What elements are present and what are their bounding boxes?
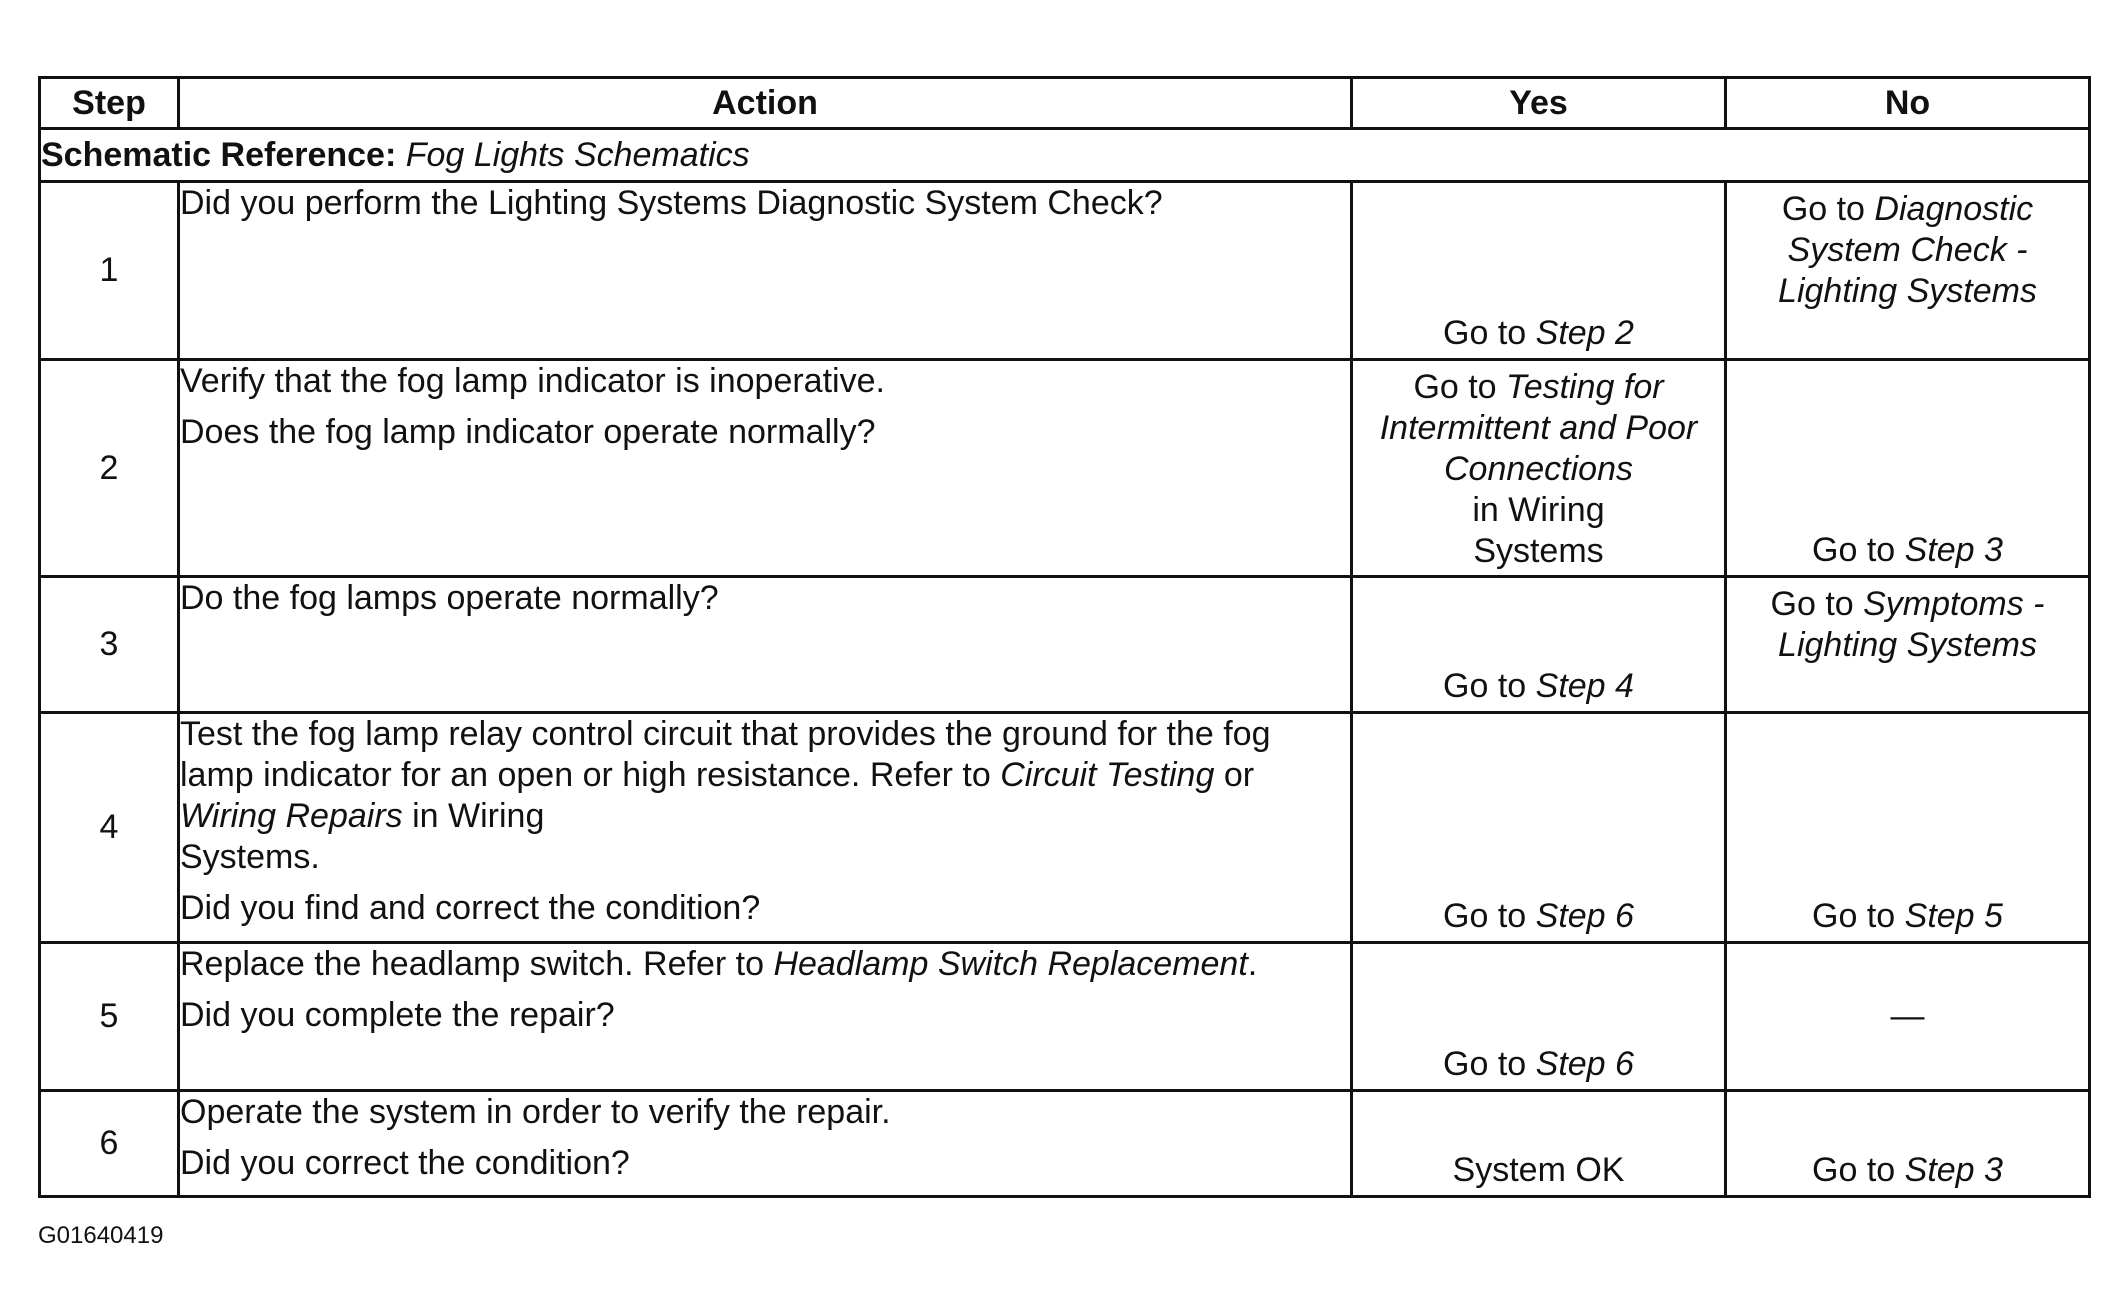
header-yes: Yes	[1352, 78, 1726, 129]
yes-link[interactable]: Testing for	[1506, 368, 1664, 406]
yes-link[interactable]: Step 4	[1535, 667, 1634, 705]
action-link[interactable]: Headlamp Switch Replacement	[773, 945, 1248, 983]
diagnostic-table	[38, 76, 2091, 1198]
action-text	[180, 944, 1350, 985]
header-step: Step	[40, 78, 179, 129]
no-link[interactable]: Diagnostic	[1874, 190, 2034, 228]
yes-suffix: Systems	[1473, 532, 1604, 570]
no-link[interactable]: System Check -	[1787, 231, 2028, 269]
yes-cell	[1352, 1091, 1726, 1197]
no-cell	[1726, 360, 2090, 577]
action-text: Verify that the fog lamp indicator is inoperative.	[180, 362, 885, 400]
yes-prefix: Go to	[1443, 897, 1536, 935]
action-text-part: Systems.	[180, 838, 320, 876]
action-link[interactable]: Circuit Testing	[1000, 756, 1215, 794]
yes-prefix: Go to	[1443, 1045, 1536, 1083]
no-link[interactable]: Lighting Systems	[1778, 626, 2037, 664]
table-row	[40, 713, 2090, 943]
yes-link[interactable]: Step 6	[1535, 897, 1634, 935]
no-link[interactable]: Step 5	[1904, 897, 2003, 935]
no-link[interactable]: Lighting Systems	[1778, 272, 2037, 310]
no-dash: —	[1890, 997, 1925, 1035]
action-text: Did you perform the Lighting Systems Diagnostic System Check?	[180, 184, 1163, 222]
action-text-part: in Wiring	[402, 797, 545, 835]
schematic-reference-row	[40, 129, 2090, 182]
yes-cell	[1352, 182, 1726, 360]
step-number: 5	[40, 943, 179, 1091]
no-cell	[1726, 182, 2090, 360]
no-cell	[1726, 1091, 2090, 1197]
no-prefix: Go to	[1812, 1151, 1905, 1189]
action-cell	[179, 360, 1352, 577]
header-action: Action	[179, 78, 1352, 129]
table-header-row	[40, 78, 2090, 129]
table-row	[40, 360, 2090, 577]
table-row	[40, 577, 2090, 713]
table-row	[40, 182, 2090, 360]
figure-id: G01640419	[38, 1222, 164, 1249]
no-cell	[1726, 713, 2090, 943]
action-text: Do the fog lamps operate normally?	[180, 579, 719, 617]
action-cell	[179, 182, 1352, 360]
action-text-part: Replace the headlamp switch. Refer to	[180, 945, 774, 983]
yes-text: System OK	[1452, 1151, 1625, 1189]
action-cell	[179, 943, 1352, 1091]
no-cell	[1726, 943, 2090, 1091]
yes-cell	[1352, 713, 1726, 943]
step-number: 1	[40, 182, 179, 360]
action-text	[180, 714, 1350, 878]
yes-suffix: in Wiring	[1472, 491, 1605, 529]
action-question: Did you complete the repair?	[180, 996, 615, 1034]
no-link[interactable]: Symptoms -	[1863, 585, 2045, 623]
yes-cell	[1352, 360, 1726, 577]
no-prefix: Go to	[1781, 190, 1875, 228]
yes-cell	[1352, 943, 1726, 1091]
table-row	[40, 943, 2090, 1091]
schematic-label: Schematic Reference:	[41, 135, 397, 174]
no-prefix: Go to	[1812, 531, 1905, 569]
schematic-reference	[40, 129, 2090, 182]
action-link[interactable]: Wiring Repairs	[180, 797, 403, 835]
action-text: Operate the system in order to verify the repair.	[180, 1093, 891, 1131]
yes-link[interactable]: Step 6	[1535, 1045, 1634, 1083]
yes-link[interactable]: Step 2	[1535, 314, 1634, 352]
step-number: 6	[40, 1091, 179, 1197]
action-question: Does the fog lamp indicator operate normally?	[180, 413, 876, 451]
yes-link[interactable]: Intermittent and Poor	[1379, 409, 1698, 447]
action-cell	[179, 1091, 1352, 1197]
action-cell	[179, 577, 1352, 713]
yes-prefix: Go to	[1443, 667, 1536, 705]
header-no: No	[1726, 78, 2090, 129]
action-text-part: or	[1214, 756, 1255, 794]
action-text-part: .	[1247, 945, 1258, 983]
schematic-link[interactable]: Fog Lights Schematics	[405, 135, 750, 174]
no-prefix: Go to	[1770, 585, 1864, 623]
no-cell	[1726, 577, 2090, 713]
table-row	[40, 1091, 2090, 1197]
step-number: 3	[40, 577, 179, 713]
no-link[interactable]: Step 3	[1904, 1151, 2003, 1189]
step-number: 4	[40, 713, 179, 943]
yes-cell	[1352, 577, 1726, 713]
action-question: Did you correct the condition?	[180, 1144, 630, 1182]
action-question: Did you find and correct the condition?	[180, 889, 761, 927]
action-text-part: Test the fog lamp relay control circuit that provides the ground for the fog lamp indicator for an open or high resistance. Refer to	[180, 715, 1271, 794]
yes-prefix: Go to	[1413, 368, 1507, 406]
yes-prefix: Go to	[1443, 314, 1536, 352]
no-prefix: Go to	[1812, 897, 1905, 935]
step-number: 2	[40, 360, 179, 577]
yes-link[interactable]: Connections	[1443, 450, 1633, 488]
action-cell	[179, 713, 1352, 943]
no-link[interactable]: Step 3	[1904, 531, 2003, 569]
